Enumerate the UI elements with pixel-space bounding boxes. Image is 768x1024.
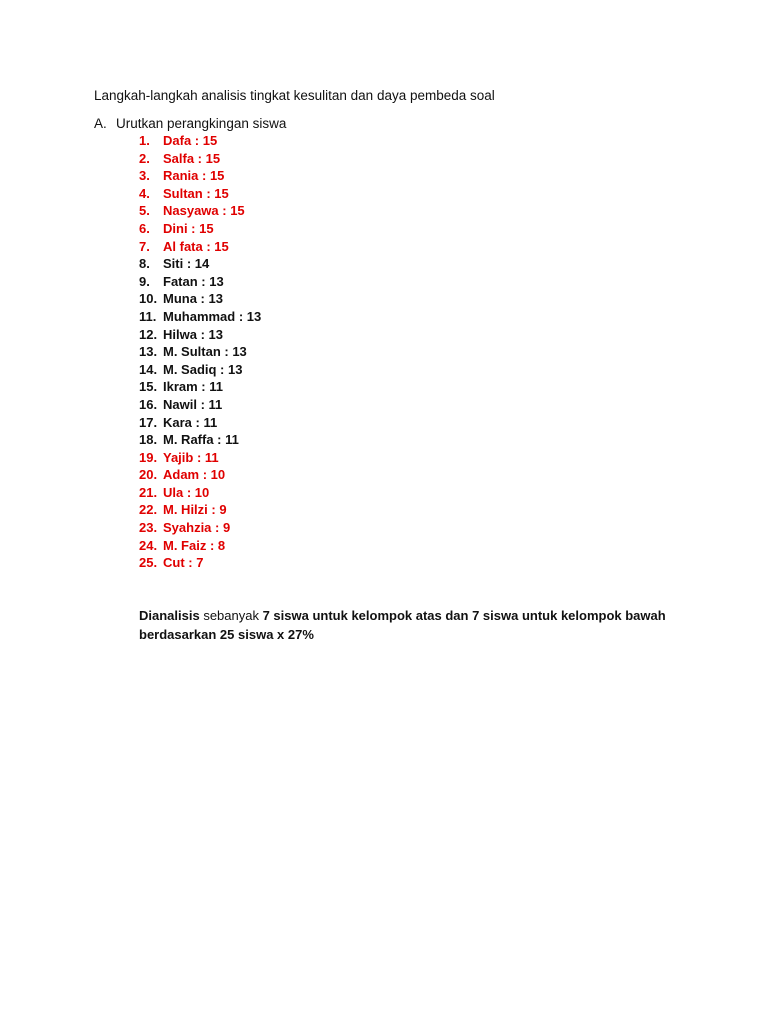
- ranking-number: 9.: [139, 273, 150, 289]
- ranking-item: [139, 537, 261, 555]
- ranking-item: [139, 290, 261, 308]
- ranking-item: [139, 484, 261, 502]
- ranking-entry: Muna : 13: [163, 291, 223, 307]
- ranking-entry: M. Sadiq : 13: [163, 361, 243, 377]
- ranking-number: 5.: [139, 203, 150, 219]
- ranking-number: 17.: [139, 414, 158, 430]
- ranking-entry: Cut : 7: [163, 555, 204, 571]
- ranking-item: [139, 361, 261, 379]
- ranking-entry: Yajib : 11: [163, 449, 219, 465]
- ranking-item: [139, 343, 261, 361]
- ranking-number: 8.: [139, 256, 150, 272]
- ranking-number: 23.: [139, 520, 158, 536]
- ranking-entry: Dafa : 15: [163, 133, 218, 148]
- ranking-number: 14.: [139, 361, 158, 377]
- ranking-item: [139, 396, 261, 414]
- ranking-number: 1.: [139, 133, 150, 148]
- ranking-entry: M. Sultan : 13: [163, 344, 247, 360]
- ranking-entry: Ikram : 11: [163, 379, 223, 395]
- ranking-entry: Fatan : 13: [163, 273, 224, 289]
- section-marker: A.: [94, 116, 107, 131]
- ranking-entry: Nasyawa : 15: [163, 203, 245, 219]
- ranking-number: 13.: [139, 344, 158, 360]
- ranking-number: 18.: [139, 432, 158, 448]
- ranking-entry: Syahzia : 9: [163, 520, 231, 536]
- ranking-entry: Al fata : 15: [163, 238, 229, 254]
- ranking-number: 25.: [139, 555, 158, 571]
- ranking-item: [139, 273, 261, 291]
- ranking-item: [139, 150, 261, 168]
- ranking-entry: Nawil : 11: [163, 396, 223, 412]
- ranking-number: 3.: [139, 168, 150, 184]
- ranking-entry: M. Raffa : 11: [163, 432, 239, 448]
- ranking-item: [139, 431, 261, 449]
- ranking-item: [139, 308, 261, 326]
- ranking-item: [139, 185, 261, 203]
- ranking-item: [139, 554, 261, 572]
- ranking-entry: Hilwa : 13: [163, 326, 223, 342]
- ranking-item: [139, 414, 261, 432]
- ranking-item: [139, 449, 261, 467]
- ranking-number: 7.: [139, 238, 150, 254]
- note-bold-start: Dianalisis: [139, 608, 200, 623]
- ranking-number: 15.: [139, 379, 158, 395]
- section-heading: [94, 115, 286, 133]
- document-title: Langkah-langkah analisis tingkat kesulitan dan daya pembeda soal: [94, 88, 495, 103]
- ranking-number: 4.: [139, 185, 150, 201]
- ranking-entry: Sultan : 15: [163, 185, 229, 201]
- ranking-number: 11.: [139, 308, 157, 324]
- ranking-item: [139, 378, 261, 396]
- note-bold-end: 7 siswa untuk kelompok atas dan 7 siswa untuk kelompok bawah berdasarkan 25 siswa x 27%: [139, 608, 666, 642]
- ranking-number: 12.: [139, 326, 158, 342]
- ranking-item: [139, 501, 261, 519]
- ranking-number: 10.: [139, 291, 158, 307]
- ranking-number: 22.: [139, 502, 158, 518]
- ranking-item: [139, 466, 261, 484]
- ranking-entry: M. Faiz : 8: [163, 537, 226, 553]
- ranking-number: 6.: [139, 220, 150, 236]
- ranking-item: [139, 132, 261, 150]
- note-regular: sebanyak: [199, 608, 263, 623]
- ranking-entry: Salfa : 15: [163, 150, 221, 166]
- ranking-entry: Rania : 15: [163, 168, 225, 184]
- ranking-entry: Muhammad : 13: [163, 308, 262, 324]
- ranking-entry: Ula : 10: [163, 484, 210, 500]
- section-heading-text: Urutkan perangkingan siswa: [116, 116, 287, 131]
- ranking-number: 2.: [139, 150, 150, 166]
- ranking-item: [139, 255, 261, 273]
- analysis-note: [139, 607, 679, 644]
- ranking-number: 16.: [139, 396, 158, 412]
- student-ranking-list: [139, 132, 261, 572]
- ranking-number: 20.: [139, 467, 158, 483]
- ranking-item: [139, 238, 261, 256]
- ranking-entry: Kara : 11: [163, 414, 218, 430]
- ranking-item: [139, 167, 261, 185]
- ranking-entry: M. Hilzi : 9: [163, 502, 227, 518]
- ranking-number: 24.: [139, 537, 158, 553]
- ranking-item: [139, 202, 261, 220]
- ranking-item: [139, 220, 261, 238]
- ranking-item: [139, 519, 261, 537]
- ranking-number: 21.: [139, 484, 158, 500]
- ranking-item: [139, 326, 261, 344]
- ranking-entry: Adam : 10: [163, 467, 226, 483]
- ranking-entry: Siti : 14: [163, 256, 210, 272]
- ranking-entry: Dini : 15: [163, 220, 214, 236]
- ranking-number: 19.: [139, 449, 158, 465]
